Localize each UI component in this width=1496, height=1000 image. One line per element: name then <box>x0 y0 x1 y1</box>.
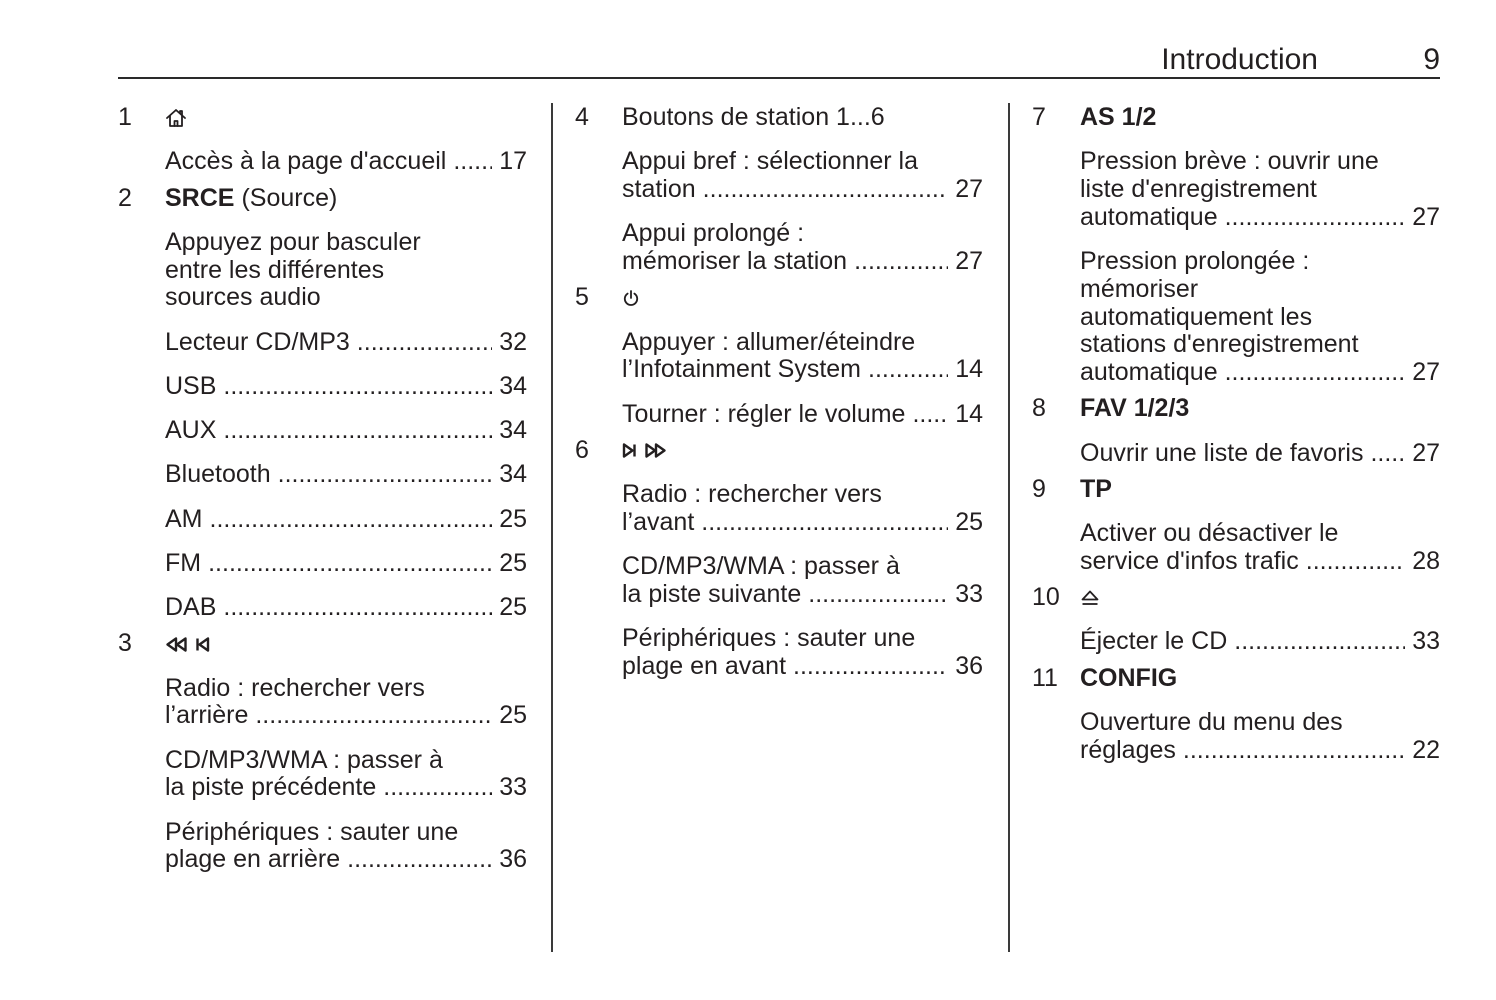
entry-number: 11 <box>1032 663 1058 692</box>
list-item <box>622 481 983 537</box>
page-reference <box>165 417 527 445</box>
reference-text: AM <box>165 504 203 533</box>
description-line: liste d'enregistrement <box>1080 175 1317 203</box>
list-item <box>165 506 527 534</box>
list-item <box>165 675 527 731</box>
page-reference <box>165 506 527 534</box>
entry-label <box>165 185 337 213</box>
dot-leader <box>868 356 948 384</box>
page-reference <box>622 176 983 204</box>
page-number: 27 <box>955 247 983 275</box>
entry-heading <box>575 284 983 312</box>
list-item <box>622 401 983 429</box>
description-line: stations d'enregistrement <box>1080 330 1359 359</box>
entry-7 <box>1032 104 1440 387</box>
description-line: Pression brève : ouvrir une <box>1080 147 1379 176</box>
entry-heading <box>118 185 527 213</box>
button-name: AS 1/2 <box>1080 103 1157 131</box>
entry-number: 3 <box>118 629 132 658</box>
dot-leader <box>703 176 949 204</box>
entry-4 <box>575 104 983 276</box>
eject-icon <box>1080 589 1100 607</box>
description-line: CD/MP3/WMA : passer à <box>622 552 900 580</box>
dot-leader <box>1234 628 1405 656</box>
column-divider <box>551 103 553 952</box>
entry-number: 2 <box>118 183 132 212</box>
page-number: 33 <box>955 579 983 608</box>
list-item <box>622 625 983 681</box>
page-reference <box>165 774 527 802</box>
dot-leader <box>210 506 493 534</box>
entry-11 <box>1032 665 1440 765</box>
description-line: Radio : rechercher vers <box>165 673 425 702</box>
entry-10 <box>1032 584 1440 656</box>
entry-number: 8 <box>1032 394 1046 423</box>
entry-heading <box>1032 476 1440 504</box>
dot-leader <box>1225 359 1406 387</box>
reference-text: FM <box>165 548 202 577</box>
dot-leader <box>1306 548 1405 576</box>
button-name: TP <box>1080 474 1112 503</box>
page-number: 25 <box>955 507 983 536</box>
dot-leader <box>347 846 492 874</box>
description-line: automatiquement les <box>1080 302 1313 331</box>
dot-leader <box>854 248 948 276</box>
list-item <box>1080 520 1440 576</box>
column-2 <box>575 104 983 681</box>
page-reference <box>622 653 983 681</box>
page-number: 34 <box>499 460 527 489</box>
page-reference <box>165 148 527 176</box>
list-item <box>165 550 527 578</box>
page-reference <box>165 329 527 357</box>
dot-leader <box>1225 204 1406 232</box>
description-line: Pression prolongée : <box>1080 247 1310 275</box>
reference-text: automatique <box>1080 202 1218 231</box>
entry-8 <box>1032 395 1440 467</box>
page-number: 36 <box>955 651 983 680</box>
entry-heading <box>575 437 983 465</box>
page-number: 32 <box>499 327 527 356</box>
reference-text: plage en arrière <box>165 845 341 874</box>
reference-text: l’Infotainment System <box>622 355 861 384</box>
page-number: 36 <box>499 845 527 874</box>
button-name: SRCE <box>165 183 235 212</box>
page-number: 34 <box>499 371 527 400</box>
entry-number: 4 <box>575 103 589 131</box>
page-reference <box>165 594 527 622</box>
reference-text: la piste suivante <box>622 579 802 608</box>
dot-leader <box>808 581 948 609</box>
page-reference <box>165 702 527 730</box>
entry-6 <box>575 437 983 681</box>
reference-text: Ouvrir une liste de favoris <box>1080 438 1364 467</box>
dot-leader <box>912 401 948 429</box>
page-number-header: 9 <box>1423 43 1440 76</box>
page-number: 17 <box>499 147 527 176</box>
entry-number: 10 <box>1032 583 1060 611</box>
page-number: 33 <box>499 773 527 802</box>
page-reference <box>1080 204 1440 232</box>
entry-heading <box>575 104 983 132</box>
dot-leader <box>278 461 493 489</box>
page-reference <box>622 248 983 276</box>
entry-label <box>165 630 210 658</box>
page-reference <box>622 356 983 384</box>
description-line: sources audio <box>165 283 321 312</box>
dot-leader <box>1183 737 1405 765</box>
page-number: 22 <box>1412 735 1440 764</box>
entry-label <box>1080 584 1100 612</box>
button-description: (Source) <box>241 183 338 212</box>
page-reference <box>1080 737 1440 765</box>
power-icon <box>622 289 640 307</box>
section-title: Introduction <box>1161 43 1318 76</box>
list-item <box>165 461 527 489</box>
page-number: 25 <box>499 593 527 621</box>
list-item <box>622 553 983 609</box>
list-item <box>165 594 527 622</box>
reference-text: USB <box>165 371 217 400</box>
description-line: mémoriser <box>1080 274 1199 303</box>
page-reference <box>165 461 527 489</box>
page-number: 34 <box>499 416 527 444</box>
dot-leader <box>223 373 492 401</box>
list-item <box>622 329 983 385</box>
page-number: 33 <box>1412 627 1440 656</box>
description-line: Radio : rechercher vers <box>622 480 882 508</box>
description-line: Périphériques : sauter une <box>165 817 459 846</box>
page-reference <box>1080 628 1440 656</box>
dot-leader <box>793 653 948 681</box>
description-line: Activer ou désactiver le <box>1080 519 1339 547</box>
header-rule <box>118 77 1440 79</box>
reference-text: Éjecter le CD <box>1080 627 1228 656</box>
skip-back-icon <box>195 636 210 653</box>
entry-label <box>622 437 667 465</box>
fast-forward-icon <box>644 442 667 459</box>
button-name: FAV 1/2/3 <box>1080 394 1190 423</box>
description-line: Appuyer : allumer/éteindre <box>622 327 916 356</box>
page-number: 14 <box>955 355 983 384</box>
description-line: Appuyez pour basculer <box>165 227 421 256</box>
column-1 <box>118 104 527 874</box>
list-item <box>1080 709 1440 765</box>
entry-number: 9 <box>1032 474 1046 503</box>
reference-text: AUX <box>165 416 217 444</box>
list-item <box>622 148 983 204</box>
list-item <box>622 220 983 276</box>
entry-1 <box>118 104 527 176</box>
page-number: 27 <box>1412 202 1440 231</box>
reference-text: mémoriser la station <box>622 247 848 275</box>
entry-heading <box>1032 665 1440 693</box>
dot-leader <box>223 417 492 445</box>
description-line: CD/MP3/WMA : passer à <box>165 745 443 774</box>
entry-5 <box>575 284 983 428</box>
reference-text: automatique <box>1080 358 1218 386</box>
reference-text: Tourner : régler le volume <box>622 399 906 428</box>
dot-leader <box>357 329 492 357</box>
entry-2 <box>118 185 527 622</box>
page-number: 27 <box>1412 358 1440 386</box>
dot-leader <box>453 148 492 176</box>
column-divider <box>1008 103 1010 952</box>
entry-label <box>165 104 187 132</box>
list-item <box>165 148 527 176</box>
page-reference <box>622 509 983 537</box>
dot-leader <box>255 702 492 730</box>
entry-number: 6 <box>575 435 589 464</box>
page-number: 27 <box>1412 438 1440 467</box>
button-name: CONFIG <box>1080 663 1178 692</box>
entry-number: 5 <box>575 283 589 312</box>
page-number: 28 <box>1412 546 1440 575</box>
reference-text: Bluetooth <box>165 460 271 489</box>
entry-heading <box>1032 395 1440 423</box>
dot-leader <box>223 594 492 622</box>
description-line: Ouverture du menu des <box>1080 707 1343 736</box>
entry-heading <box>1032 104 1440 132</box>
entry-number: 1 <box>118 103 132 131</box>
page-number: 14 <box>955 399 983 428</box>
reference-text: réglages <box>1080 735 1176 764</box>
page-number: 25 <box>499 504 527 533</box>
reference-text: station <box>622 175 696 203</box>
skip-forward-icon <box>622 442 637 459</box>
dot-leader <box>208 550 492 578</box>
list-item <box>165 747 527 803</box>
rewind-icon <box>165 636 188 653</box>
page-reference <box>165 373 527 401</box>
list-item <box>1080 148 1440 231</box>
list-item <box>165 417 527 445</box>
entry-label: Boutons de station 1...6 <box>622 103 885 131</box>
description-line: entre les différentes <box>165 255 385 284</box>
entry-heading <box>118 104 527 132</box>
reference-text: l’arrière <box>165 701 249 730</box>
dot-leader <box>383 774 492 802</box>
reference-text: DAB <box>165 593 217 621</box>
column-3 <box>1032 104 1440 764</box>
entry-number: 7 <box>1032 103 1046 131</box>
reference-text: l’avant <box>622 507 695 536</box>
list-item <box>165 229 527 312</box>
page-number: 25 <box>499 548 527 577</box>
list-item <box>1080 248 1440 387</box>
entry-3 <box>118 630 527 874</box>
page-reference <box>1080 548 1440 576</box>
home-icon <box>165 107 187 129</box>
page-reference <box>622 401 983 429</box>
page-number: 27 <box>955 175 983 203</box>
list-item <box>165 373 527 401</box>
dot-leader <box>1370 440 1405 468</box>
page-reference <box>165 846 527 874</box>
reference-text: service d'infos trafic <box>1080 546 1299 575</box>
reference-text: Lecteur CD/MP3 <box>165 327 350 356</box>
description-line: Appui prolongé : <box>622 219 805 248</box>
description-line: Appui bref : sélectionner la <box>622 147 919 176</box>
reference-text: Accès à la page d'accueil <box>165 147 447 176</box>
dot-leader <box>701 509 948 537</box>
list-item <box>165 329 527 357</box>
reference-text: plage en avant <box>622 651 787 680</box>
page-reference <box>1080 440 1440 468</box>
page-reference <box>165 550 527 578</box>
page-reference <box>1080 359 1440 387</box>
page-reference <box>622 581 983 609</box>
entry-heading <box>118 630 527 658</box>
list-item <box>165 819 527 875</box>
page-number: 25 <box>499 701 527 730</box>
list-item <box>1080 628 1440 656</box>
entry-heading <box>1032 584 1440 612</box>
entry-9 <box>1032 476 1440 576</box>
list-item <box>1080 440 1440 468</box>
entry-label <box>622 284 640 312</box>
description-line: Périphériques : sauter une <box>622 624 916 652</box>
reference-text: la piste précédente <box>165 773 377 802</box>
